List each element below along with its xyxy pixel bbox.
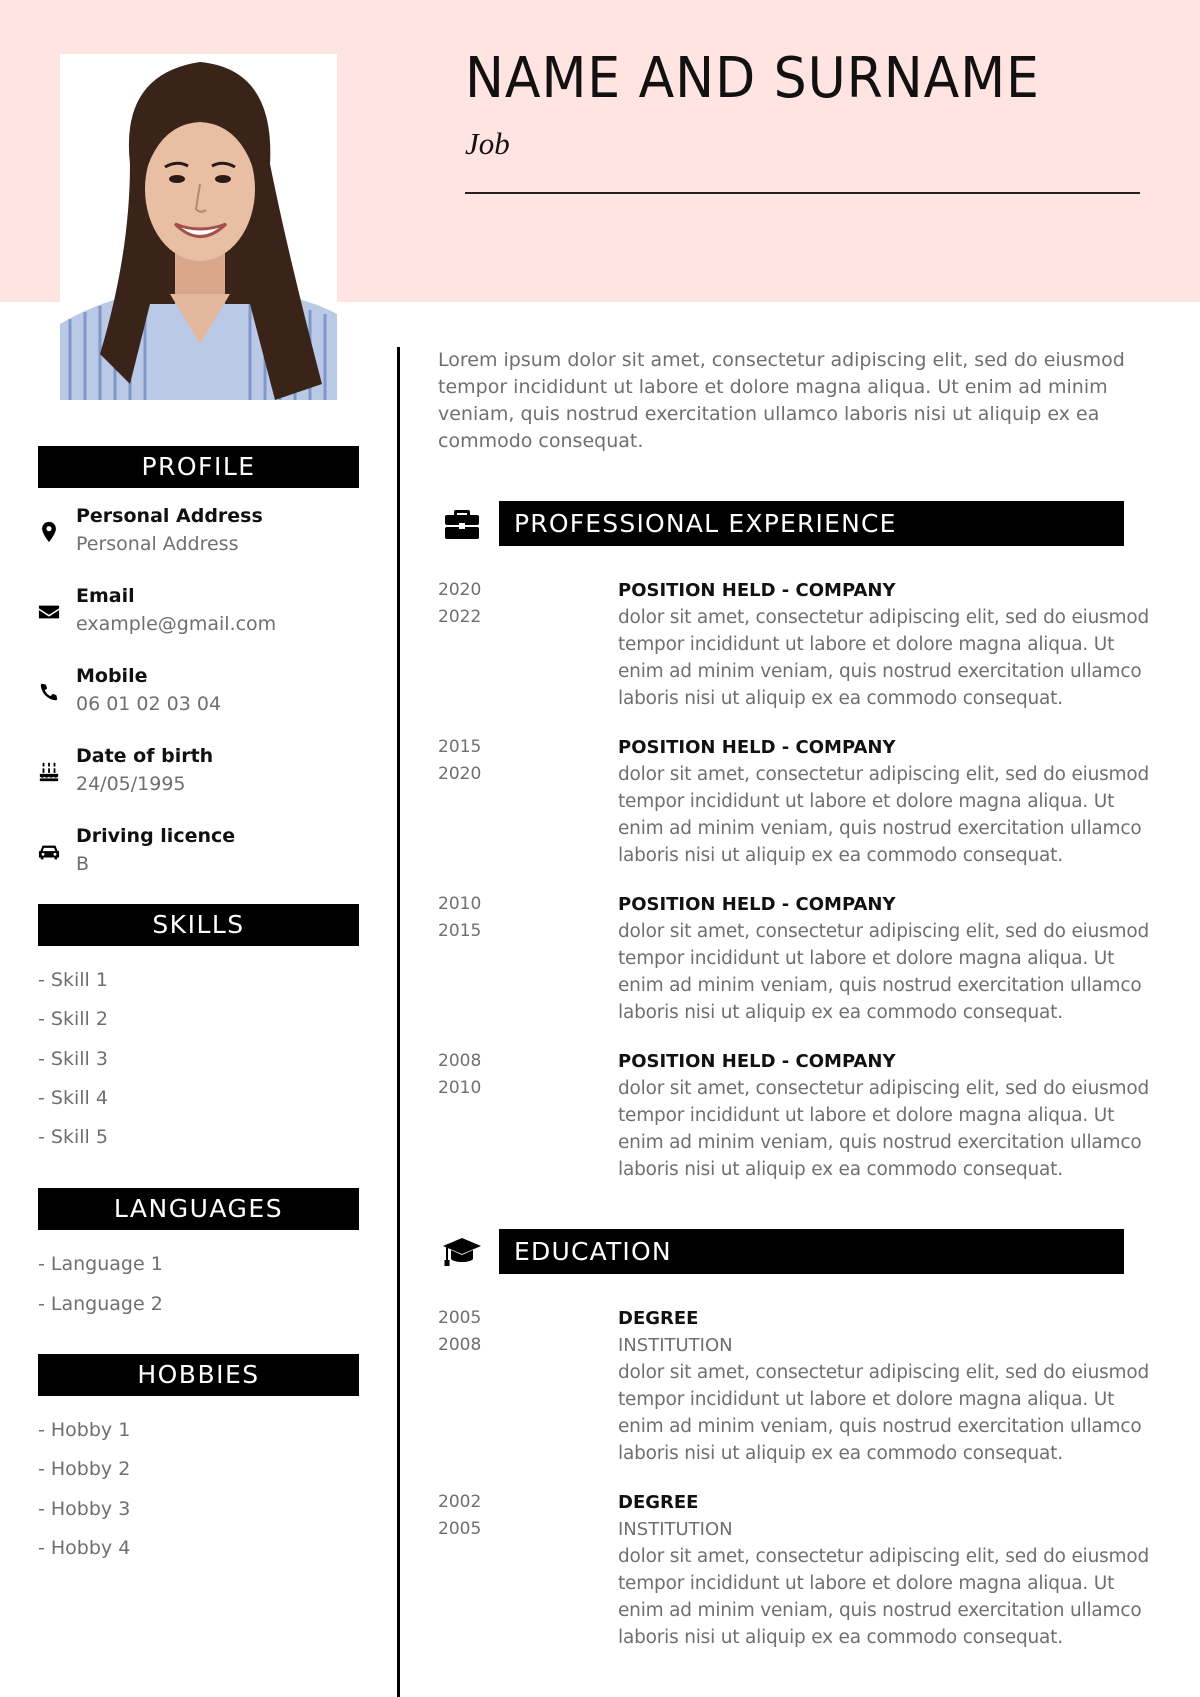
envelope-icon	[38, 601, 60, 623]
education-entry	[618, 1489, 1163, 1651]
entry-title: POSITION HELD - COMPANY	[618, 894, 896, 915]
contact-label: Date of birth	[76, 745, 214, 767]
experience-entry	[618, 1048, 1163, 1183]
entry-description: dolor sit amet, consectetur adipiscing elit, sed do eiusmod tempor incididunt ut labore et dolore magna aliqua. Ut enim ad minim veniam, quis nostrud exercitation ullamco laboris nisi ut aliquip ex ea commodo consequat.	[618, 1078, 1150, 1180]
phone-icon	[38, 681, 60, 703]
contact-value: B	[76, 853, 90, 875]
contact-birth-date	[38, 745, 368, 805]
entry-description: dolor sit amet, consectetur adipiscing elit, sed do eiusmod tempor incididunt ut labore et dolore magna aliqua. Ut enim ad minim veniam, quis nostrud exercitation ullamco laboris nisi ut aliquip ex ea commodo consequat.	[618, 1362, 1150, 1464]
candidate-name: NAME AND SURNAME	[465, 46, 1040, 111]
entry-start-year: 2015	[438, 737, 482, 757]
contact-label: Mobile	[76, 665, 148, 687]
section-heading-skills: SKILLS	[38, 904, 359, 946]
contact-value: 24/05/1995	[76, 773, 186, 795]
entry-title: DEGREE	[618, 1492, 699, 1513]
entry-start-year: 2020	[438, 580, 482, 600]
skill-item: - Skill 1	[38, 969, 108, 991]
hobby-item: - Hobby 2	[38, 1458, 131, 1480]
job-title: Job	[465, 126, 510, 161]
entry-end-year: 2020	[438, 764, 482, 784]
birthday-cake-icon	[38, 761, 60, 783]
experience-entry	[618, 734, 1163, 869]
column-divider	[397, 347, 400, 1697]
entry-description: dolor sit amet, consectetur adipiscing elit, sed do eiusmod tempor incididunt ut labore et dolore magna aliqua. Ut enim ad minim veniam, quis nostrud exercitation ullamco laboris nisi ut aliquip ex ea commodo consequat.	[618, 1546, 1150, 1648]
entry-description: dolor sit amet, consectetur adipiscing elit, sed do eiusmod tempor incididunt ut labore et dolore magna aliqua. Ut enim ad minim veniam, quis nostrud exercitation ullamco laboris nisi ut aliquip ex ea commodo consequat.	[618, 764, 1150, 866]
briefcase-icon	[442, 506, 482, 542]
entry-end-year: 2010	[438, 1078, 482, 1098]
profile-photo	[60, 54, 337, 400]
entry-start-year: 2005	[438, 1308, 482, 1328]
entry-institution: INSTITUTION	[618, 1519, 733, 1540]
car-icon	[38, 841, 60, 863]
entry-description: dolor sit amet, consectetur adipiscing elit, sed do eiusmod tempor incididunt ut labore et dolore magna aliqua. Ut enim ad minim veniam, quis nostrud exercitation ullamco laboris nisi ut aliquip ex ea commodo consequat.	[618, 921, 1150, 1023]
hobby-item: - Hobby 4	[38, 1537, 131, 1559]
contact-value: 06 01 02 03 04	[76, 693, 222, 715]
experience-entry	[618, 577, 1163, 712]
contact-value: Personal Address	[76, 533, 239, 555]
section-heading-languages: LANGUAGES	[38, 1188, 359, 1230]
entry-title: POSITION HELD - COMPANY	[618, 580, 896, 601]
contact-driving-licence	[38, 825, 368, 885]
skill-item: - Skill 4	[38, 1087, 108, 1109]
entry-dates	[438, 1048, 481, 1102]
education-entry	[618, 1305, 1163, 1467]
entry-title: DEGREE	[618, 1308, 699, 1329]
entry-start-year: 2010	[438, 894, 482, 914]
contact-label: Personal Address	[76, 505, 263, 527]
hobby-item: - Hobby 3	[38, 1498, 131, 1520]
contact-label: Driving licence	[76, 825, 236, 847]
entry-start-year: 2008	[438, 1051, 482, 1071]
contact-address	[38, 505, 368, 565]
skill-item: - Skill 3	[38, 1048, 108, 1070]
language-item: - Language 2	[38, 1293, 163, 1315]
section-heading-profile: PROFILE	[38, 446, 359, 488]
section-heading-hobbies: HOBBIES	[38, 1354, 359, 1396]
entry-title: POSITION HELD - COMPANY	[618, 737, 896, 758]
entry-institution: INSTITUTION	[618, 1335, 733, 1356]
title-divider	[465, 192, 1140, 194]
section-heading-experience: PROFESSIONAL EXPERIENCE	[499, 501, 1124, 546]
graduation-cap-icon	[442, 1234, 482, 1270]
profile-summary: Lorem ipsum dolor sit amet, consectetur adipiscing elit, sed do eiusmod tempor incididunt ut labore et dolore magna aliqua. Ut enim ad minim veniam, quis nostrud exercitation ullamco laboris nisi ut aliquip ex ea commodo consequat.	[438, 349, 1125, 452]
contact-email	[38, 585, 368, 645]
entry-dates	[438, 891, 481, 945]
contact-value: example@gmail.com	[76, 613, 277, 635]
entry-start-year: 2002	[438, 1492, 482, 1512]
experience-entry	[618, 891, 1163, 1026]
entry-title: POSITION HELD - COMPANY	[618, 1051, 896, 1072]
entry-description: dolor sit amet, consectetur adipiscing elit, sed do eiusmod tempor incididunt ut labore et dolore magna aliqua. Ut enim ad minim veniam, quis nostrud exercitation ullamco laboris nisi ut aliquip ex ea commodo consequat.	[618, 607, 1150, 709]
skill-item: - Skill 5	[38, 1126, 108, 1148]
map-pin-icon	[38, 521, 60, 543]
entry-dates	[438, 734, 481, 788]
hobby-item: - Hobby 1	[38, 1419, 131, 1441]
entry-dates	[438, 1305, 481, 1359]
section-heading-education: EDUCATION	[499, 1229, 1124, 1274]
skill-item: - Skill 2	[38, 1008, 108, 1030]
contact-mobile	[38, 665, 368, 725]
entry-end-year: 2005	[438, 1519, 482, 1539]
entry-end-year: 2015	[438, 921, 482, 941]
entry-dates	[438, 577, 481, 631]
entry-end-year: 2008	[438, 1335, 482, 1355]
entry-dates	[438, 1489, 481, 1543]
entry-end-year: 2022	[438, 607, 482, 627]
contact-label: Email	[76, 585, 135, 607]
language-item: - Language 1	[38, 1253, 163, 1275]
